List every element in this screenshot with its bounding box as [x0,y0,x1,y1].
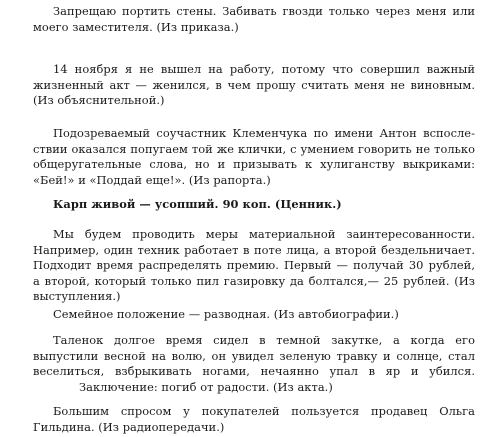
text-line: выступления.) [33,289,121,304]
paragraph-speech [33,227,475,305]
paragraph-report [33,126,475,188]
text-line: ствии оказался попугаем той же клички, с умением говорить не только [33,141,475,156]
text-line: Заключение: погиб от радости. (Из акта.) [79,379,333,394]
text-line: веселиться, взбрыкивать ногами, нечаянно упал в яр и убился. [33,364,475,379]
paragraph-radio [33,404,475,435]
text-line: Запрещаю портить стены. Забивать гвозди только через меня или [53,4,475,18]
text-line: «Бей!» и «Поддай еще!». (Из рапорта.) [33,172,271,187]
text-line: Мы будем проводить меры материальной заинтересованности. [53,227,475,241]
text-line: Подозреваемый соучастник Клеменчука по имени Антон вспосле- [53,126,475,140]
text-line: выпустили весной на волю, он увидел зеленую травку и солнце, стал [33,348,475,363]
text-line: (Из объяснительной.) [33,93,165,108]
text-line: 14 ноября я не вышел на работу, потому что совершил важный [53,62,475,76]
text-line: жизненный акт — женился, в чем прошу считать меня не виновным. [33,77,475,92]
text-line: Например, один техник работает в поте лица, а второй бездельничает. [33,242,475,257]
text-line: моего заместителя. (Из приказа.) [33,19,239,34]
text-line: Подходит время распределять премию. Первый — получай 30 рублей, [33,258,475,273]
text-line: Таленок долгое время сидел в темной закутке, а когда его [53,333,475,347]
text-line: общеругательные слова, но и призывать к хулиганству выкриками: [33,157,475,172]
paragraph-price-tag [33,197,475,213]
paragraph-act [33,333,475,395]
text-line: Большим спросом у покупателей пользуется продавец Ольга [53,404,475,418]
text-line: Семейное положение — разводная. (Из автобиографии.) [53,307,399,321]
paragraph-explanation [33,62,475,109]
paragraph-autobiography [33,307,475,323]
text-line: а второй, который только пил газировку да болтался,— 25 рублей. (Из [33,273,475,288]
paragraph-order [33,4,475,35]
text-line: Карп живой — усопший. 90 коп. (Ценник.) [53,197,342,211]
text-line: Гильдина. (Из радиопередачи.) [33,419,225,434]
